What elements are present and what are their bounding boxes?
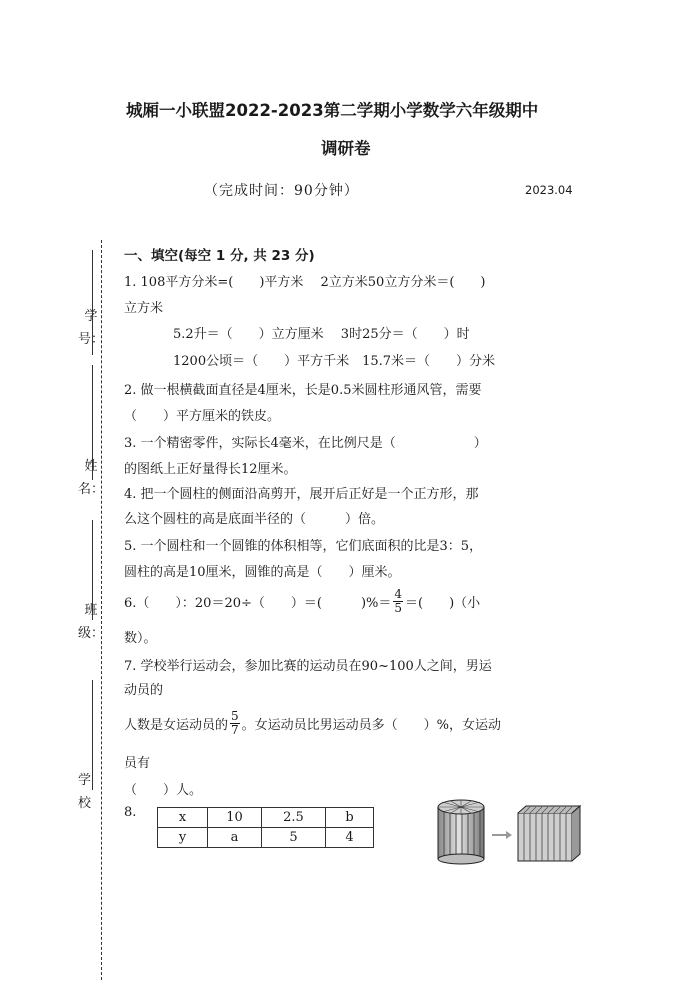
q3-line-b: 的图纸上正好量得长12厘米。 xyxy=(124,462,297,477)
q6-text-pre: 6.（ ）：20＝20÷（ ）＝( )%＝ xyxy=(124,596,392,611)
q1-line-d: 1200公顷＝（ ）平方千米 15.7米＝（ ）分米 xyxy=(173,354,496,369)
q6-fraction xyxy=(393,588,403,615)
table-cell: x xyxy=(158,808,208,828)
xuexiao-label: 学 校 xyxy=(78,773,92,811)
section-heading: 一、填空(每空 1 分, 共 23 分) xyxy=(124,248,315,264)
table-cell: 5 xyxy=(262,828,326,848)
cuboid-icon xyxy=(518,806,580,861)
q5-line-a: 5. 一个圆柱和一个圆锥的体积相等，它们底面积的比是3：5， xyxy=(124,539,483,554)
q2-line-a: 2. 做一根横截面直径是4厘米，长是0.5米圆柱形通风管，需要 xyxy=(124,383,482,398)
xuexiao-write-line[interactable] xyxy=(92,680,93,790)
q4-line-a: 4. 把一个圆柱的侧面沿高剪开，展开后正好是一个正方形，那 xyxy=(124,487,479,502)
table-cell: y xyxy=(158,828,208,848)
q7-text-pre: 人数是女运动员的 xyxy=(124,718,229,733)
q6-line-b: 数）。 xyxy=(124,631,157,646)
arrow-right-icon xyxy=(492,831,512,839)
xuehao-label: 学 号： xyxy=(78,309,105,347)
banji-label: 班 级： xyxy=(78,603,105,641)
q1-line-b: 立方米 xyxy=(124,301,164,316)
table-row xyxy=(158,808,374,828)
q7-line-d: 员有 xyxy=(124,756,151,771)
cylinder-diagram xyxy=(430,795,590,870)
q7-text-post: 。女运动员比男运动员多（ ）%，女运动 xyxy=(241,718,502,733)
q1-line-a: 1. 108平方分米=( )平方米 2立方米50立方分米＝( ) xyxy=(124,275,486,290)
page-title-line1: 城厢一小联盟2022-2023第二学期小学数学六年级期中 xyxy=(126,101,539,120)
q5-line-b: 圆柱的高是10厘米，圆锥的高是（ ）厘米。 xyxy=(124,565,401,580)
q6-text-post: ＝( )（小 xyxy=(405,596,481,611)
q7-fraction xyxy=(230,710,240,737)
q8-xy-table xyxy=(157,807,374,848)
table-cell: 2.5 xyxy=(262,808,326,828)
q7-line-a: 7. 学校举行运动会，参加比赛的运动员在90~100人之间，男运 xyxy=(124,659,492,674)
q7-line-e: （ ）人。 xyxy=(124,783,203,798)
q7-line-b: 动员的 xyxy=(124,683,164,698)
table-cell: a xyxy=(208,828,262,848)
q3-line-a: 3. 一个精密零件，实际长4毫米，在比例尺是（ ） xyxy=(124,436,487,451)
q2-line-b: （ ）平方厘米的铁皮。 xyxy=(124,409,281,424)
q7-fraction-denominator: 7 xyxy=(231,723,239,737)
table-cell: 10 xyxy=(208,808,262,828)
xingming-label: 姓 名： xyxy=(78,459,105,497)
cylinder-icon xyxy=(438,800,484,864)
q7-fraction-numerator: 5 xyxy=(231,709,239,723)
q6-line-a xyxy=(124,588,480,615)
q1-line-c: 5.2升＝（ ）立方厘米 3时25分＝（ ）时 xyxy=(173,327,470,342)
table-row xyxy=(158,828,374,848)
exam-date: 2023.04 xyxy=(525,183,573,197)
page-title-line2: 调研卷 xyxy=(321,139,371,158)
q8-label: 8. xyxy=(124,805,137,820)
q4-line-b: 么这个圆柱的高是底面半径的（ ）倍。 xyxy=(124,512,385,527)
table-cell: b xyxy=(326,808,374,828)
q6-fraction-denominator: 5 xyxy=(394,601,403,615)
time-note: （完成时间：90分钟） xyxy=(204,183,359,199)
q7-line-c xyxy=(124,710,501,737)
table-cell: 4 xyxy=(326,828,374,848)
q6-fraction-numerator: 4 xyxy=(394,587,403,601)
